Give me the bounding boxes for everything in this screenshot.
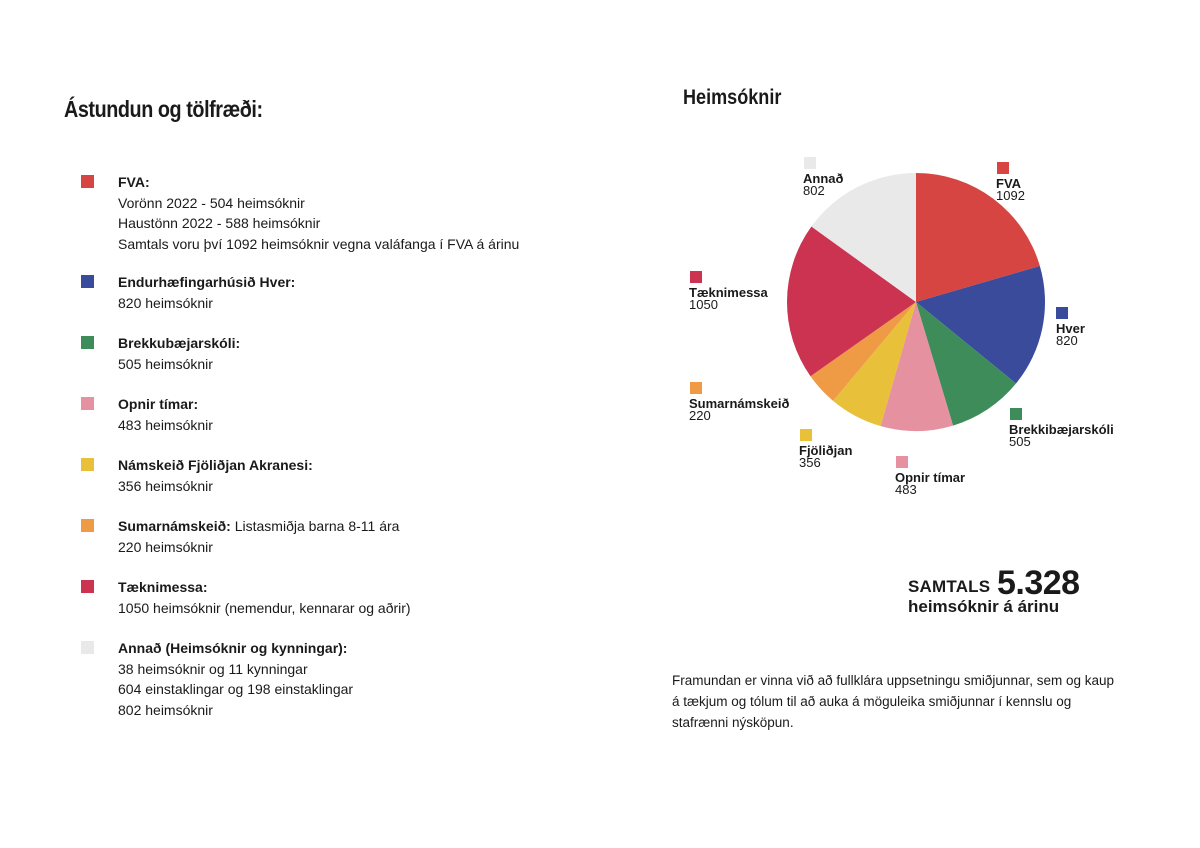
pie-label-swatch [800, 429, 812, 441]
pie-chart [680, 150, 1180, 510]
list-item-detail: 505 heimsóknir [118, 355, 213, 372]
legend-swatch [81, 580, 94, 593]
list-item-detail: 1050 heimsóknir (nemendur, kennarar og aðrir) [118, 599, 411, 616]
list-item-title-extra: Listasmiðja barna 8-11 ára [230, 518, 400, 534]
pie-label-value: 505 [1009, 434, 1031, 449]
list-item-detail: 38 heimsóknir og 11 kynningar [118, 660, 308, 677]
list-item-detail: 220 heimsóknir [118, 538, 213, 555]
list-item [80, 516, 600, 557]
pie-label-value: 220 [689, 408, 711, 423]
list-item-heading [118, 516, 600, 537]
chart-title: Heimsóknir [683, 86, 782, 109]
legend-swatch [81, 458, 94, 471]
list-item-title: FVA: [118, 174, 150, 190]
list-item [80, 333, 600, 374]
pie-label-swatch [804, 157, 816, 169]
list-item-title: Brekkubæjarskóli: [118, 335, 241, 351]
legend-swatch [81, 519, 94, 532]
pie-label-name: Sumarnámskeið [689, 396, 790, 411]
total-suffix: heimsóknir á árinu [908, 597, 1060, 616]
pie-label-name: Hver [1056, 321, 1085, 336]
legend-swatch [81, 641, 94, 654]
pie-label-swatch [1056, 307, 1068, 319]
list-item-heading [118, 394, 600, 415]
total-number: 5.328 [997, 564, 1080, 602]
pie-label-value: 1092 [996, 188, 1025, 203]
footer-paragraph: Framundan er vinna við að fullklára uppsetningu smiðjunnar, sem og kaup á tækjum og tólum til að auka á möguleika smiðjunnar í kennslu og stafrænni nýsköpun. [672, 673, 1115, 730]
list-item-title: Sumarnámskeið: [118, 518, 231, 534]
list-item [80, 394, 600, 435]
list-item [80, 272, 600, 313]
list-item-detail: 483 heimsóknir [118, 416, 213, 433]
list-item-detail: Haustönn 2022 - 588 heimsóknir [118, 215, 321, 231]
pie-label-name: Annað [803, 171, 844, 186]
pie-label-swatch [690, 382, 702, 394]
pie-label-name: Opnir tímar [895, 470, 966, 485]
legend-swatch [81, 275, 94, 288]
list-item [80, 577, 600, 618]
list-item-heading [118, 333, 600, 354]
list-item-title: Námskeið Fjöliðjan Akranesi: [118, 457, 313, 473]
list-item [80, 638, 600, 720]
list-item-title: Annað (Heimsóknir og kynningar): [118, 640, 348, 656]
legend-swatch [81, 336, 94, 349]
pie-label-value: 356 [799, 455, 821, 470]
pie-label-swatch [997, 162, 1009, 174]
pie-label-swatch [1010, 408, 1022, 420]
pie-label-name: Tæknimessa [689, 285, 768, 300]
pie-label-name: FVA [996, 176, 1022, 191]
list-item-detail: Samtals voru því 1092 heimsóknir vegna valáfanga í FVA á árinu [118, 235, 520, 252]
pie-label-swatch [690, 271, 702, 283]
list-item-heading [118, 577, 600, 598]
list-item-title: Opnir tímar: [118, 396, 199, 412]
list-item-title: Tæknimessa: [118, 579, 208, 595]
list-item-heading [118, 455, 600, 476]
list-item-heading [118, 638, 600, 659]
legend-swatch [81, 397, 94, 410]
list-item-detail: 604 einstaklingar og 198 einstaklingar [118, 681, 354, 697]
legend-swatch [81, 175, 94, 188]
list-item-detail: 356 heimsóknir [118, 477, 213, 494]
total-prefix: SAMTALS [908, 577, 991, 596]
pie-label-name: Fjöliðjan [799, 443, 853, 458]
pie-label-name: Brekkibæjarskóli [1009, 422, 1114, 437]
pie-label-value: 483 [895, 482, 917, 497]
list-item [80, 455, 600, 496]
list-item [80, 172, 600, 254]
pie-label-value: 820 [1056, 333, 1078, 348]
statistics-list [80, 172, 600, 720]
pie-label-swatch [896, 456, 908, 468]
list-item-heading [118, 172, 600, 193]
list-item-heading [118, 272, 600, 293]
list-item-title: Endurhæfingarhúsið Hver: [118, 274, 296, 290]
list-item-detail: Vorönn 2022 - 504 heimsóknir [118, 194, 305, 211]
section-title: Ástundun og tölfræði: [64, 96, 263, 122]
list-item-detail: 820 heimsóknir [118, 294, 213, 311]
pie-label-value: 802 [803, 183, 825, 198]
pie-label-value: 1050 [689, 297, 718, 312]
list-item-detail: 802 heimsóknir [118, 701, 213, 718]
